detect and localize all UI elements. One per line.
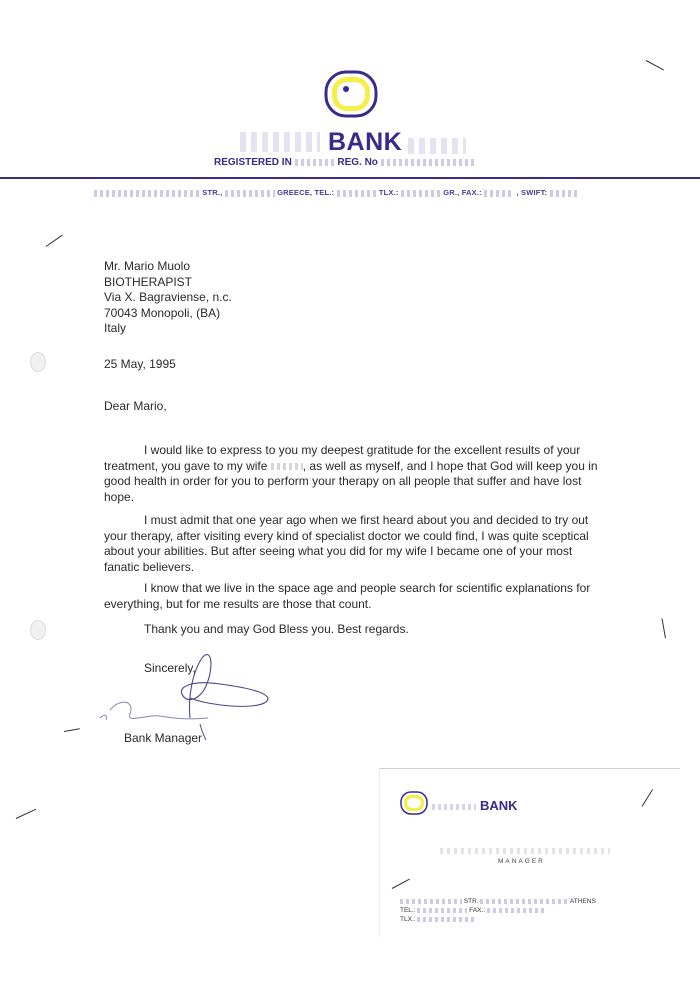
address-street-label: STR.,: [202, 188, 223, 197]
letterhead-bank-name: BANK: [328, 128, 403, 156]
redacted-telex: [401, 190, 441, 197]
card-redacted-telex: [417, 917, 477, 922]
punch-hole-top: [30, 352, 46, 372]
redacted-fax: [484, 190, 514, 197]
redacted-phone: [337, 190, 377, 197]
address-telex: TLX.:: [378, 188, 399, 197]
punch-hole-bottom: [30, 620, 46, 640]
card-fax-label: FAX.:: [469, 907, 486, 914]
card-address-line: [400, 897, 596, 906]
paragraph-4-text: Thank you and may God Bless you. Best regards.: [144, 622, 409, 636]
card-telex-label: TLX.:: [400, 916, 416, 923]
paragraph-1: [104, 443, 604, 505]
redacted-city: [225, 190, 275, 197]
bank-logo-icon: [322, 68, 380, 120]
recipient-address: [104, 259, 232, 337]
card-street-label: STR.: [463, 898, 479, 905]
address-gr: GR., FAX.:: [443, 188, 482, 197]
scan-mark: [16, 809, 36, 819]
recipient-title: BIOTHERAPIST: [104, 274, 193, 289]
recipient-city: 70043 Monopoli, (BA): [104, 305, 221, 320]
salutation: Dear Mario,: [104, 399, 167, 413]
card-redacted-phone: [417, 908, 467, 913]
redacted-bank-suffix: [408, 138, 466, 154]
address-country: GREECE, TEL.:: [277, 188, 335, 197]
card-role: MANAGER: [498, 858, 545, 865]
card-contact: [400, 897, 596, 924]
card-tel-label: TEL.:: [400, 907, 416, 914]
redacted-wife-name: [271, 463, 303, 470]
scan-mark: [662, 618, 666, 638]
signer-title: Bank Manager: [124, 731, 203, 745]
scan-mark: [46, 235, 63, 247]
paragraph-2: [104, 513, 604, 575]
redacted-street: [94, 190, 200, 197]
card-telex-line: [400, 915, 596, 924]
redacted-registration-place: [295, 159, 335, 166]
paragraph-1-start: I would like to express to you my deepest gratitude for the excellent results of your treatment, you gave to my wife: [104, 443, 581, 473]
card-redacted-street: [400, 899, 462, 904]
closing: Sincerely,: [144, 661, 196, 675]
redacted-registration-number: [381, 159, 476, 166]
recipient-street: Via X. Bagraviense, n.c.: [104, 290, 232, 304]
recipient-name: Mr. Mario Muolo: [104, 259, 191, 273]
scan-mark: [646, 60, 664, 70]
card-city: ATHENS: [569, 898, 596, 905]
card-redacted-prefix: [432, 804, 476, 810]
card-bank-name: BANK: [480, 798, 518, 813]
card-redacted-fax: [487, 908, 547, 913]
registration-number-label: REG. No: [337, 157, 378, 168]
card-phone-line: [400, 906, 596, 915]
paragraph-3-text: I know that we live in the space age and people search for scientific explanations for everything, but for me results are those that count.: [104, 581, 591, 611]
recipient-country: Italy: [104, 321, 127, 335]
paragraph-1-end: , as well as myself, and I hope that God will keep you in good health in order for you to perform your therapy on all people that suffer and have lost hope.: [104, 458, 598, 504]
card-logo-icon: [399, 790, 429, 816]
letterhead-registration: [214, 157, 476, 168]
letterhead-address-line: [94, 188, 580, 197]
registration-prefix: REGISTERED IN: [214, 157, 292, 168]
card-redacted-name: [440, 848, 610, 854]
address-swift: , SWIFT:: [516, 188, 548, 197]
redacted-bank-prefix: [240, 132, 320, 152]
handwritten-signature: [90, 628, 290, 743]
letter-date: 25 May, 1995: [104, 357, 176, 371]
scan-mark: [64, 728, 80, 732]
letterhead-divider: [0, 177, 700, 179]
paragraph-2-text: I must admit that one year ago when we first heard about you and decided to try out your therapy, after visiting every kind of specialist doctor we could find, I was quite sceptical about your abilities. But after seeing what you did for my wife I became one of your most fanatic believers.: [104, 513, 589, 574]
card-redacted-address: [480, 899, 568, 904]
redacted-swift: [550, 190, 580, 197]
paragraph-3: [104, 581, 604, 612]
